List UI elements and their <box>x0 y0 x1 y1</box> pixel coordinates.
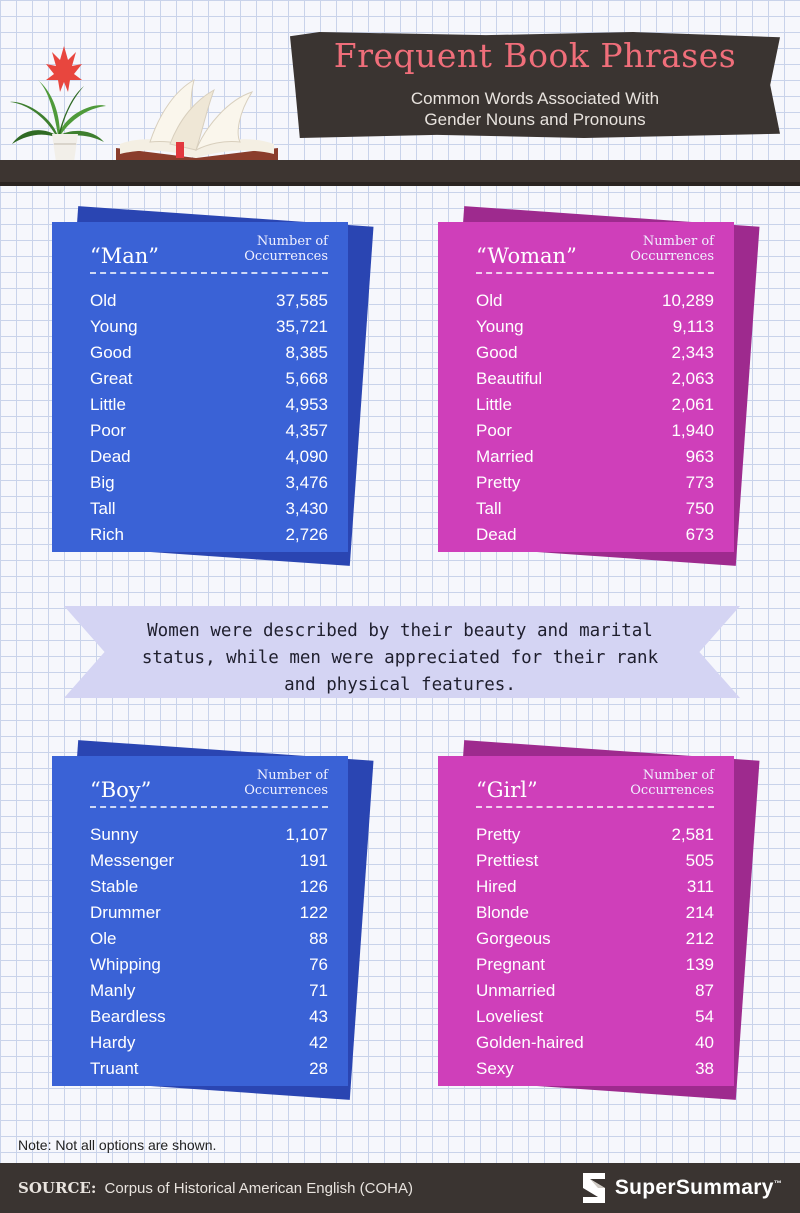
row-word: Prettiest <box>476 851 539 870</box>
column-header <box>630 768 714 798</box>
row-word: Truant <box>90 1059 139 1078</box>
row-word: Messenger <box>90 851 175 870</box>
row-word: Little <box>476 395 512 414</box>
row-count: 28 <box>309 1059 328 1078</box>
word-list <box>90 288 328 548</box>
row-count: 88 <box>309 929 328 948</box>
dashed-divider <box>90 272 328 274</box>
card-title: “Boy” <box>90 778 152 802</box>
column-header-line: Occurrences <box>244 783 328 798</box>
table-row <box>90 470 328 496</box>
column-header-line: Number of <box>642 768 714 783</box>
row-count: 38 <box>695 1059 714 1078</box>
row-word: Dead <box>476 525 517 544</box>
table-row <box>90 392 328 418</box>
column-header-line: Number of <box>256 768 328 783</box>
card-header <box>476 768 714 808</box>
supersummary-s-logo-icon <box>581 1171 607 1205</box>
table-row <box>90 314 328 340</box>
table-row <box>476 392 714 418</box>
dashed-divider <box>90 806 328 808</box>
row-count: 87 <box>695 981 714 1000</box>
row-word: Ole <box>90 929 117 948</box>
row-count: 126 <box>299 877 328 896</box>
card-header <box>90 234 328 274</box>
table-row <box>90 1004 328 1030</box>
row-word: Big <box>90 473 115 492</box>
row-count: 4,357 <box>285 421 328 440</box>
row-count: 311 <box>686 877 714 896</box>
table-row <box>90 366 328 392</box>
table-row <box>476 522 714 548</box>
row-count: 963 <box>685 447 714 466</box>
table-row <box>476 314 714 340</box>
table-row <box>90 1030 328 1056</box>
table-row <box>476 366 714 392</box>
row-word: Hired <box>476 877 517 896</box>
row-count: 750 <box>685 499 714 518</box>
card-man <box>52 222 362 562</box>
row-word: Drummer <box>90 903 161 922</box>
row-count: 9,113 <box>672 317 714 336</box>
row-count: 8,385 <box>285 343 328 362</box>
card-woman <box>438 222 748 562</box>
row-word: Rich <box>90 525 125 544</box>
word-list <box>476 822 714 1082</box>
row-word: Dead <box>90 447 131 466</box>
word-list <box>476 288 714 548</box>
row-word: Young <box>90 317 138 336</box>
trademark-symbol: ™ <box>773 1179 782 1188</box>
table-row <box>476 1004 714 1030</box>
source-citation <box>18 1179 413 1197</box>
row-count: 42 <box>309 1033 328 1052</box>
row-word: Manly <box>90 981 136 1000</box>
row-word: Beautiful <box>476 369 543 388</box>
column-header <box>244 234 328 264</box>
source-text: Corpus of Historical American English (COHA) <box>104 1180 413 1197</box>
table-row <box>476 418 714 444</box>
row-word: Blonde <box>476 903 529 922</box>
row-count: 71 <box>309 981 328 1000</box>
row-count: 122 <box>299 903 328 922</box>
row-count: 3,476 <box>285 473 328 492</box>
card-body <box>438 222 734 552</box>
brand-wordmark: SuperSummary <box>614 1176 774 1199</box>
row-count: 1,107 <box>285 825 328 844</box>
table-row <box>90 952 328 978</box>
row-count: 54 <box>695 1007 714 1026</box>
table-row <box>476 926 714 952</box>
row-word: Loveliest <box>476 1007 544 1026</box>
row-count: 673 <box>685 525 714 544</box>
row-word: Married <box>476 447 534 466</box>
insight-text <box>140 618 660 699</box>
row-count: 43 <box>309 1007 328 1026</box>
row-word: Whipping <box>90 955 161 974</box>
row-count: 1,940 <box>671 421 714 440</box>
row-word: Sunny <box>90 825 139 844</box>
row-count: 2,343 <box>671 343 714 362</box>
word-list <box>90 822 328 1082</box>
row-word: Great <box>90 369 133 388</box>
row-count: 4,090 <box>285 447 328 466</box>
row-count: 76 <box>309 955 328 974</box>
row-word: Good <box>90 343 132 362</box>
table-row <box>476 822 714 848</box>
table-row <box>476 952 714 978</box>
row-word: Unmarried <box>476 981 556 1000</box>
row-count: 2,061 <box>671 395 714 414</box>
subtitle-line: Common Words Associated With <box>410 89 660 108</box>
column-header-line: Number of <box>256 234 328 249</box>
table-row <box>476 444 714 470</box>
dashed-divider <box>476 806 714 808</box>
row-count: 2,063 <box>671 369 714 388</box>
table-row <box>90 340 328 366</box>
row-word: Pretty <box>476 825 521 844</box>
row-word: Tall <box>90 499 116 518</box>
table-row <box>476 848 714 874</box>
column-header <box>244 768 328 798</box>
column-header-line: Occurrences <box>630 783 714 798</box>
subtitle-line: Gender Nouns and Pronouns <box>424 110 646 129</box>
table-row <box>476 470 714 496</box>
table-row <box>90 874 328 900</box>
table-row <box>90 978 328 1004</box>
row-word: Pretty <box>476 473 521 492</box>
row-count: 212 <box>685 929 714 948</box>
card-header <box>90 768 328 808</box>
row-count: 191 <box>299 851 328 870</box>
row-word: Tall <box>476 499 502 518</box>
row-word: Pregnant <box>476 955 545 974</box>
table-row <box>90 418 328 444</box>
column-header-line: Number of <box>642 234 714 249</box>
row-count: 4,953 <box>285 395 328 414</box>
potted-plant-icon <box>8 40 108 164</box>
footnote: Note: Not all options are shown. <box>18 1137 217 1153</box>
table-row <box>476 496 714 522</box>
row-count: 2,581 <box>671 825 714 844</box>
card-header <box>476 234 714 274</box>
source-label: SOURCE: <box>18 1179 97 1197</box>
page-title: Frequent Book Phrases <box>333 36 737 75</box>
row-word: Old <box>90 291 117 310</box>
column-header-line: Occurrences <box>244 249 328 264</box>
table-row <box>90 496 328 522</box>
card-title: “Man” <box>90 244 160 268</box>
table-row <box>476 288 714 314</box>
column-header-line: Occurrences <box>630 249 714 264</box>
table-row <box>476 340 714 366</box>
insight-line: Women were described by their beauty and marital <box>147 621 653 641</box>
row-word: Poor <box>476 421 512 440</box>
insight-line: status, while men were appreciated for their rank <box>141 648 659 668</box>
card-title: “Girl” <box>476 778 538 802</box>
card-body <box>52 222 348 552</box>
table-row <box>90 900 328 926</box>
row-word: Golden-haired <box>476 1033 584 1052</box>
card-girl <box>438 756 748 1096</box>
table-row <box>90 444 328 470</box>
table-row <box>90 822 328 848</box>
brand-name <box>615 1176 782 1200</box>
row-count: 35,721 <box>276 317 328 336</box>
table-row <box>90 1056 328 1082</box>
page-subtitle <box>300 88 770 130</box>
row-count: 5,668 <box>285 369 328 388</box>
dashed-divider <box>476 272 714 274</box>
row-word: Stable <box>90 877 139 896</box>
row-word: Gorgeous <box>476 929 551 948</box>
bookshelf <box>0 160 800 182</box>
table-row <box>476 1030 714 1056</box>
card-title: “Woman” <box>476 244 577 268</box>
row-count: 37,585 <box>276 291 328 310</box>
row-count: 214 <box>685 903 714 922</box>
row-word: Poor <box>90 421 126 440</box>
footer-bar <box>0 1163 800 1213</box>
row-word: Little <box>90 395 126 414</box>
table-row <box>476 978 714 1004</box>
row-word: Young <box>476 317 524 336</box>
brand-logo <box>581 1171 782 1205</box>
table-row <box>476 874 714 900</box>
row-count: 40 <box>695 1033 714 1052</box>
row-word: Old <box>476 291 503 310</box>
card-body <box>52 756 348 1086</box>
row-word: Good <box>476 343 518 362</box>
row-count: 3,430 <box>285 499 328 518</box>
table-row <box>90 926 328 952</box>
row-word: Beardless <box>90 1007 166 1026</box>
column-header <box>630 234 714 264</box>
table-row <box>90 522 328 548</box>
insight-line: and physical features. <box>284 675 516 695</box>
row-word: Sexy <box>476 1059 514 1078</box>
row-count: 139 <box>685 955 714 974</box>
row-count: 10,289 <box>662 291 714 310</box>
table-row <box>90 288 328 314</box>
row-word: Hardy <box>90 1033 136 1052</box>
row-count: 773 <box>685 473 714 492</box>
open-book-icon <box>110 78 285 164</box>
row-count: 2,726 <box>285 525 328 544</box>
table-row <box>90 848 328 874</box>
table-row <box>476 900 714 926</box>
table-row <box>476 1056 714 1082</box>
card-boy <box>52 756 362 1096</box>
row-count: 505 <box>685 851 714 870</box>
card-body <box>438 756 734 1086</box>
